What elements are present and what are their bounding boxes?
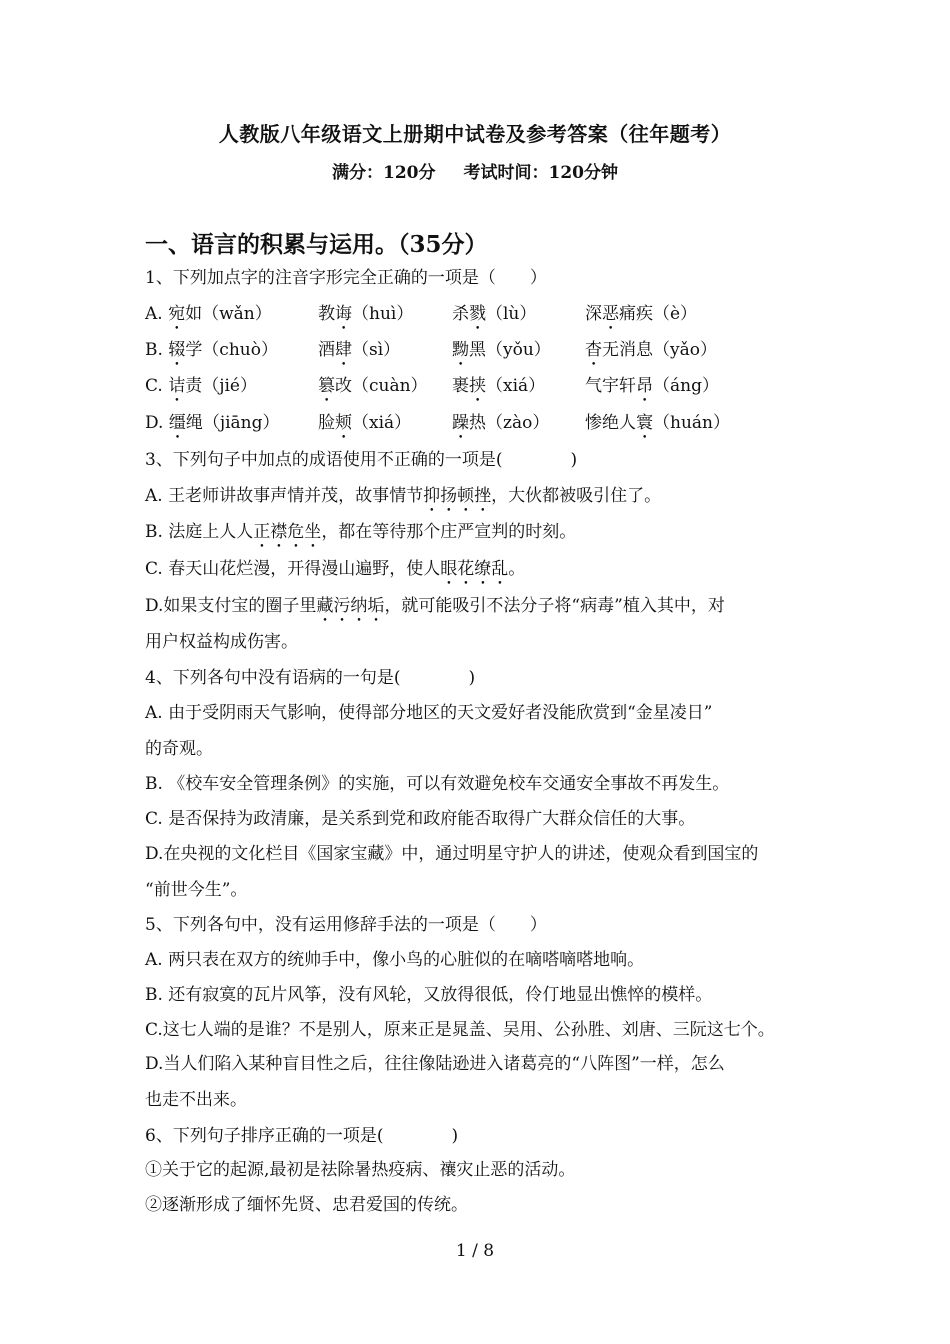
q4-option-d-cont: “前世今生”。 (145, 880, 248, 900)
option-text: D. (145, 413, 169, 433)
q4-option-a: A. 由于受阴雨天气影响，使得部分地区的天文爱好者没能欣赏到“金星凌日” (145, 703, 713, 723)
full-score: 满分：120分 (332, 163, 436, 183)
q3-c-text: C. 春天山花烂漫，开得漫山遍野，使人 (145, 559, 441, 579)
q3-a-text: A. 王老师讲故事声情并茂，故事情节 (145, 486, 424, 506)
q1-option-c-item-4 (585, 374, 719, 406)
q1-option-b-item-4 (585, 338, 717, 370)
dotted-character: 辍 (168, 340, 186, 360)
q3-b-text-end: ，都在等待那个庄严宣判的时刻。 (321, 522, 577, 542)
q3-a-idiom: 抑扬顿挫 (423, 486, 492, 506)
dotted-character: 戮 (469, 304, 486, 324)
option-text: 学（chuò） (185, 340, 278, 360)
option-text: （sì） (352, 340, 401, 360)
option-text: （áng） (653, 376, 719, 396)
q3-d-idiom: 藏污纳垢 (316, 596, 385, 616)
dotted-character: 肆 (335, 340, 352, 360)
q1-option-b-item-3 (452, 338, 551, 370)
q4-option-c: C. 是否保持为政清廉，是关系到党和政府能否取得广大群众信任的大事。 (145, 809, 696, 829)
q1-option-b-item-2 (318, 338, 400, 370)
option-text: （lù） (486, 304, 537, 324)
section-heading: 一、语言的积累与运用。（35分） (145, 231, 488, 258)
q1-option-b-item-1 (145, 338, 278, 370)
option-text: 杀 (452, 304, 469, 324)
q3-option-d (145, 594, 813, 626)
dotted-character: 昂 (636, 376, 653, 396)
q6-sentence-1: ①关于它的起源,最初是祛除暑热疫病、禳灾止恶的活动。 (145, 1160, 576, 1180)
option-text: 气宇轩 (585, 376, 636, 396)
option-text: 教 (318, 304, 335, 324)
q3-option-d-cont: 用户权益构成伤害。 (145, 632, 298, 652)
option-text: 无消息（yǎo） (602, 340, 717, 360)
option-text: 惨绝人 (585, 413, 636, 433)
option-text: 脸 (318, 413, 335, 433)
q3-c-idiom: 眼花缭乱 (440, 559, 509, 579)
q1-option-c-item-3 (452, 374, 545, 406)
q5-option-a: A. 两只表在双方的统帅手中，像小鸟的心脏似的在嘀嗒嘀嗒地响。 (145, 950, 645, 970)
q3-b-idiom: 正襟危坐 (253, 522, 322, 542)
q4-stem: 4、下列各句中没有语病的一句是( ) (145, 668, 476, 688)
exam-subtitle (0, 158, 950, 183)
q1-option-c-item-1 (145, 374, 257, 406)
q6-stem: 6、下列句子排序正确的一项是( ) (145, 1126, 459, 1146)
dotted-character: 颊 (335, 413, 352, 433)
option-text: 裹 (452, 376, 469, 396)
q1-option-a-item-3 (452, 302, 536, 334)
q1-option-c-item-2 (318, 374, 428, 406)
q3-a-text-end: ，大伙都被吸引住了。 (491, 486, 662, 506)
option-text: A. (145, 304, 169, 324)
option-text: 绳（jiāng） (185, 413, 280, 433)
q5-option-d-cont: 也走不出来。 (145, 1090, 247, 1110)
option-text: 深 (585, 304, 602, 324)
option-text: C. (145, 376, 169, 396)
q1-option-d-item-3 (452, 411, 549, 443)
q1-option-a-item-2 (318, 302, 413, 334)
exam-time: 考试时间：120分钟 (463, 163, 618, 183)
q5-option-b: B. 还有寂寞的瓦片风筝，没有风轮，又放得很低，伶仃地显出憔悴的模样。 (145, 985, 713, 1005)
q4-option-d: D.在央视的文化栏目《国家宝藏》中，通过明星守护人的讲述，使观众看到国宝的 (145, 844, 759, 864)
q1-option-a-item-4 (585, 302, 697, 334)
option-text: 黑（yǒu） (469, 340, 551, 360)
dotted-character: 诘 (168, 376, 186, 396)
q1-stem: 1、下列加点字的注音字形完全正确的一项是（ ） (145, 268, 547, 288)
q3-stem: 3、下列句子中加点的成语使用不正确的一项是( ) (145, 450, 578, 470)
q3-d-text-end: ，就可能吸引不法分子将“病毒”植入其中，对 (384, 596, 725, 616)
q1-option-a-item-1 (145, 302, 272, 334)
q1-option-d-item-4 (585, 411, 730, 443)
dotted-character: 篡 (318, 376, 335, 396)
q3-d-text: D.如果支付宝的圈子里 (145, 596, 317, 616)
q3-c-text-end: 。 (508, 559, 526, 579)
q3-option-c (145, 557, 813, 589)
q4-option-b: B. 《校车安全管理条例》的实施，可以有效避免校车交通安全事故不再发生。 (145, 774, 730, 794)
q5-option-d: D.当人们陷入某种盲目性之后，往往像陆逊进入诸葛亮的“八阵图”一样，怎么 (145, 1054, 725, 1074)
q4-option-a-cont: 的奇观。 (145, 739, 213, 759)
option-text: 热（zào） (469, 413, 550, 433)
option-text: 责（jié） (185, 376, 257, 396)
option-text: （xiá） (486, 376, 546, 396)
page-number: 1 / 8 (455, 1241, 495, 1261)
option-text: 如（wǎn） (185, 304, 272, 324)
q5-option-c: C.这七人端的是谁？不是别人，原来正是晁盖、吴用、公孙胜、刘唐、三阮这七个。 (145, 1020, 775, 1040)
q3-option-a (145, 484, 813, 516)
q6-sentence-2: ②逐渐形成了缅怀先贤、忠君爱国的传统。 (145, 1195, 468, 1215)
option-text: 改（cuàn） (335, 376, 428, 396)
option-text: 痛疾（è） (619, 304, 698, 324)
dotted-character: 黝 (452, 340, 469, 360)
option-text: （xiá） (352, 413, 412, 433)
option-text: （huán） (653, 413, 730, 433)
option-text: （huì） (352, 304, 414, 324)
option-text: 酒 (318, 340, 335, 360)
dotted-character: 恶 (602, 304, 619, 324)
q3-b-text: B. 法庭上人人 (145, 522, 254, 542)
dotted-character: 挟 (469, 376, 486, 396)
dotted-character: 诲 (335, 304, 352, 324)
q3-option-b (145, 520, 813, 552)
dotted-character: 宛 (168, 304, 186, 324)
q1-option-d-item-2 (318, 411, 411, 443)
dotted-character: 缰 (168, 413, 186, 433)
exam-title: 人教版八年级语文上册期中试卷及参考答案（往年题考） (218, 122, 732, 146)
q1-option-d-item-1 (145, 411, 280, 443)
option-text: B. (145, 340, 169, 360)
dotted-character: 杳 (585, 340, 602, 360)
q5-stem: 5、下列各句中，没有运用修辞手法的一项是（ ） (145, 915, 547, 935)
dotted-character: 躁 (452, 413, 469, 433)
dotted-character: 寰 (636, 413, 653, 433)
